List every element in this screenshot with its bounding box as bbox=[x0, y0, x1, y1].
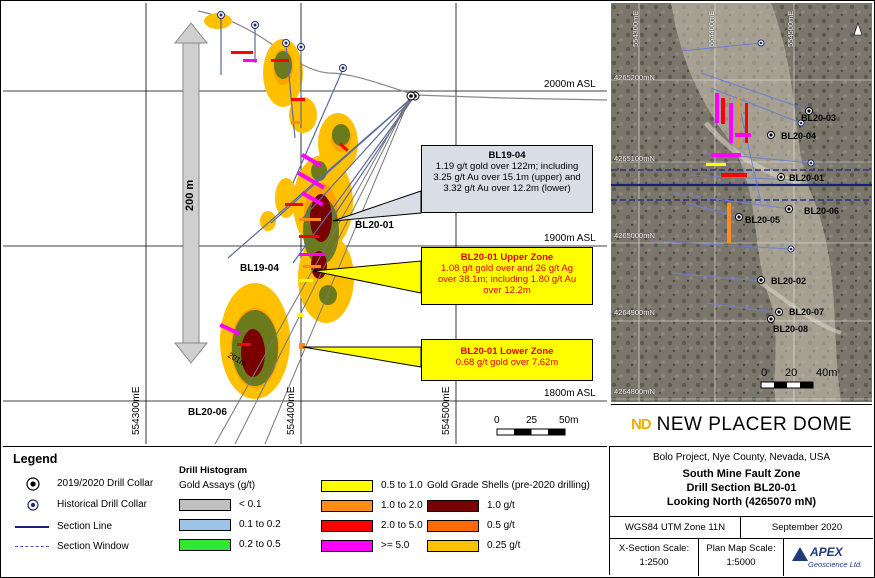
section-scale-bar bbox=[497, 429, 565, 435]
callout-upper-line1: 1.08 g/t gold over and 26 g/t Ag bbox=[440, 263, 574, 274]
legend-symbols bbox=[25, 477, 45, 573]
callout-lower-zone bbox=[421, 339, 593, 381]
plan-scale-end: 40m bbox=[816, 367, 838, 379]
xsec-scale-label: X-Section Scale: bbox=[618, 543, 690, 554]
depth-tick-label: 201m bbox=[226, 350, 248, 369]
logo-mark: ND bbox=[630, 416, 651, 433]
callout-bl19-04-title: BL19-04 bbox=[488, 150, 526, 161]
assay-label-lt01: < 0.1 bbox=[239, 499, 262, 510]
plan-label-bl20-03: BL20-03 bbox=[801, 113, 837, 123]
vertical-scale-label: 200 m bbox=[184, 179, 196, 211]
project-name: Bolo Project, Nye County, Nevada, USA bbox=[652, 452, 831, 463]
legend-collar-historical: Historical Drill Collar bbox=[57, 499, 148, 510]
shell-swatch-025 bbox=[427, 540, 479, 552]
legend-panel bbox=[3, 446, 607, 575]
callout-upper-title: BL20-01 Upper Zone bbox=[460, 252, 554, 263]
plan-drawing bbox=[611, 3, 872, 402]
callout-upper-line3: over 12.2m bbox=[483, 285, 531, 296]
plan-grid-n-5200: 4265200mN bbox=[614, 73, 655, 82]
collar-2020-icon bbox=[23, 477, 24, 478]
legend-histogram-title: Drill Histogram bbox=[179, 465, 248, 476]
callout-upper-zone bbox=[421, 247, 593, 305]
plan-label-bl20-08: BL20-08 bbox=[773, 324, 809, 334]
plan-label-bl20-05: BL20-05 bbox=[745, 215, 781, 225]
hole-label-bl19-04: BL19-04 bbox=[240, 263, 279, 274]
shell-swatch-10 bbox=[427, 500, 479, 512]
plan-label-bl20-06: BL20-06 bbox=[804, 206, 840, 216]
assay-swatch-02-05 bbox=[179, 539, 231, 551]
hole-label-bl20-06: BL20-06 bbox=[188, 407, 227, 418]
plan-grid-n-4900: 4264900mN bbox=[614, 308, 655, 317]
plan-label-bl20-01: BL20-01 bbox=[789, 173, 825, 183]
looking-direction: Looking North (4265070 mN) bbox=[666, 496, 817, 508]
title-block-scale-row bbox=[610, 539, 873, 576]
elevation-label-1900: 1900m ASL bbox=[544, 233, 596, 244]
section-window-symbol bbox=[15, 546, 49, 547]
title-block-datum-row bbox=[610, 517, 873, 539]
plan-grid-e-4300: 554300mE bbox=[631, 10, 640, 47]
assay-label-05-10: 0.5 to 1.0 bbox=[381, 480, 423, 491]
elevation-label-2000: 2000m ASL bbox=[544, 79, 596, 90]
title-block bbox=[609, 446, 872, 575]
plan-scale-zero: 0 bbox=[761, 367, 768, 379]
collar-historical-icon bbox=[23, 499, 24, 500]
assay-swatch-lt01 bbox=[179, 499, 231, 511]
assay-swatch-gte50 bbox=[321, 540, 373, 552]
xsec-scale-value: 1:2500 bbox=[639, 557, 669, 568]
title-block-heading bbox=[610, 447, 873, 517]
company-name: APEX bbox=[810, 545, 843, 559]
assay-label-gte50: >= 5.0 bbox=[381, 540, 410, 551]
plan-label-bl20-02: BL20-02 bbox=[771, 276, 807, 286]
elevation-label-1800: 1800m ASL bbox=[544, 388, 596, 399]
zone-name: South Mine Fault Zone bbox=[682, 468, 801, 480]
legend-shells-title: Gold Grade Shells (pre-2020 drilling) bbox=[427, 480, 590, 491]
callout-lower-line1: 0.68 g/t gold over 7.62m bbox=[455, 357, 559, 368]
plan-grid-n-5000: 4265000mN bbox=[614, 231, 655, 240]
easting-label-554500: 554500mE bbox=[441, 386, 452, 435]
plan-map-panel bbox=[611, 3, 872, 402]
callout-upper-line2: over 38.1m; including 1.80 g/t Au bbox=[437, 274, 577, 285]
plan-grid-e-4400: 554400mE bbox=[707, 10, 716, 47]
plan-label-bl20-07: BL20-07 bbox=[789, 307, 825, 317]
easting-label-554300: 554300mE bbox=[131, 386, 142, 435]
callout-bl19-04-line1: 1.19 g/t gold over 122m; including bbox=[435, 161, 579, 172]
callout-lower-title: BL20-01 Lower Zone bbox=[460, 346, 554, 357]
plan-scale-mid: 20 bbox=[785, 367, 798, 379]
assay-label-20-50: 2.0 to 5.0 bbox=[381, 520, 423, 531]
logo-name: NEW PLACER DOME bbox=[656, 413, 853, 435]
section-name: Drill Section BL20-01 bbox=[686, 482, 797, 494]
assay-swatch-20-50 bbox=[321, 520, 373, 532]
shell-label-05: 0.5 g/t bbox=[487, 520, 515, 531]
scale-divider-2 bbox=[783, 539, 784, 576]
apex-logo-icon bbox=[792, 547, 808, 561]
company-subtitle: Geoscience Ltd. bbox=[808, 560, 863, 569]
callout-bl19-04-line3: 3.32 g/t Au over 12.2m (lower) bbox=[443, 183, 571, 194]
legend-assays-title: Gold Assays (g/t) bbox=[179, 480, 256, 491]
legend-section-line: Section Line bbox=[57, 521, 113, 532]
plan-scale-label: Plan Map Scale: bbox=[706, 543, 776, 554]
plan-grid-e-4500: 554500mE bbox=[786, 10, 795, 47]
legend-title: Legend bbox=[13, 452, 58, 466]
assay-label-02-05: 0.2 to 0.5 bbox=[239, 539, 281, 550]
assay-label-10-20: 1.0 to 2.0 bbox=[381, 500, 423, 511]
shell-label-10: 1.0 g/t bbox=[487, 500, 515, 511]
plan-grid-n-5100: 4265100mN bbox=[614, 154, 655, 163]
shell-swatch-05 bbox=[427, 520, 479, 532]
shell-label-025: 0.25 g/t bbox=[487, 540, 521, 551]
assay-label-01-02: 0.1 to 0.2 bbox=[239, 519, 281, 530]
datum: WGS84 UTM Zone 11N bbox=[624, 522, 726, 533]
legend-collar-2020: 2019/2020 Drill Collar bbox=[57, 478, 154, 489]
hole-label-bl20-01: BL20-01 bbox=[355, 220, 394, 231]
scale-bar-zero: 0 bbox=[494, 415, 500, 426]
callout-bl19-04 bbox=[421, 145, 593, 213]
cross-section-panel bbox=[3, 3, 607, 444]
plan-grid-n-4800: 4264800mN bbox=[614, 387, 655, 396]
plan-label-bl20-04: BL20-04 bbox=[781, 131, 817, 141]
scale-bar-end: 50m bbox=[559, 415, 579, 426]
callout-bl19-04-line2: 3.25 g/t Au over 15.1m (upper) and bbox=[433, 172, 581, 183]
plan-scale-value: 1:5000 bbox=[726, 557, 756, 568]
assay-swatch-01-02 bbox=[179, 519, 231, 531]
assay-swatch-10-20 bbox=[321, 500, 373, 512]
company-logo bbox=[611, 404, 872, 444]
easting-label-554400: 554400mE bbox=[286, 386, 297, 435]
section-line-symbol bbox=[15, 526, 49, 528]
assay-swatch-05-10 bbox=[321, 480, 373, 492]
plan-scale-bar bbox=[761, 382, 813, 388]
legend-section-window: Section Window bbox=[57, 541, 129, 552]
date: September 2020 bbox=[771, 522, 843, 533]
scale-bar-mid: 25 bbox=[526, 415, 538, 426]
